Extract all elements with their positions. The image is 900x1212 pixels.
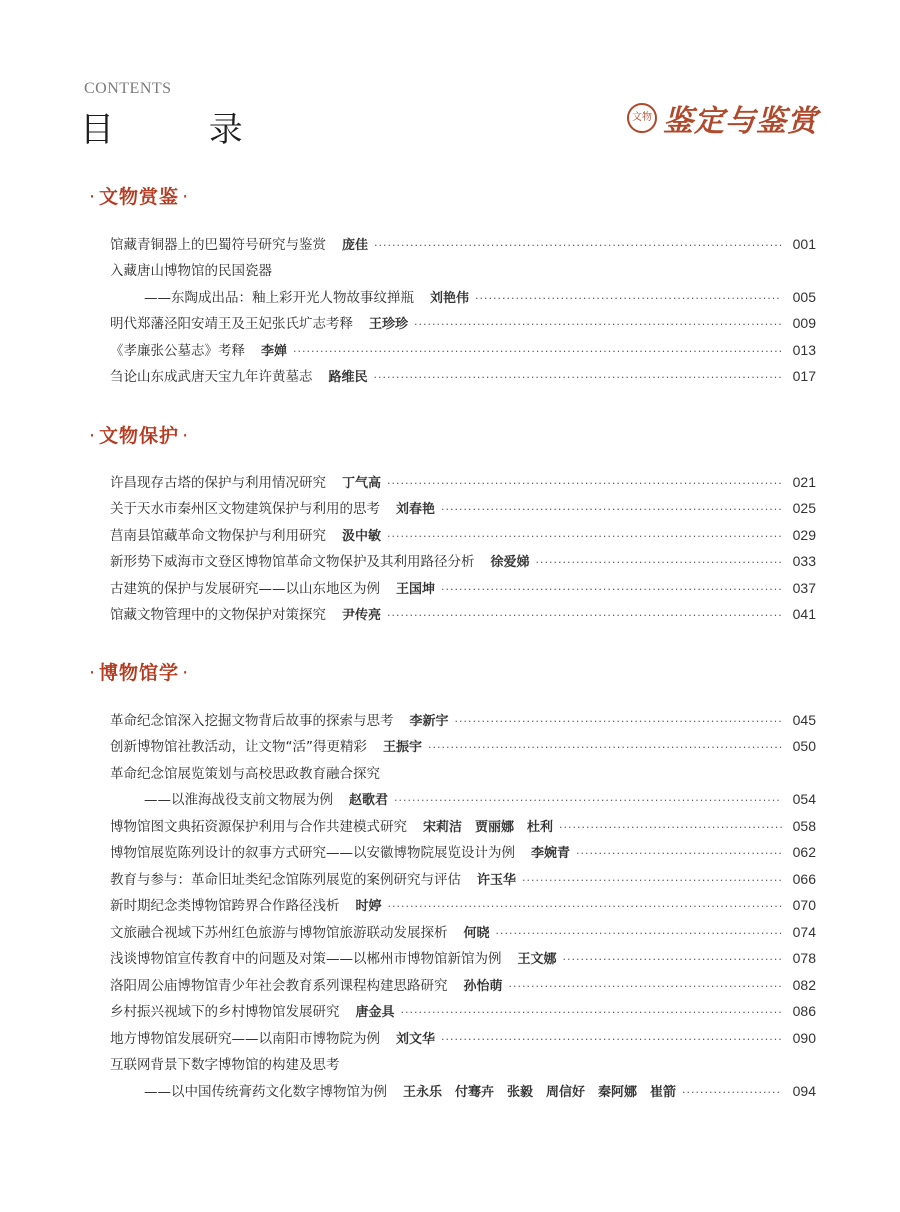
entry-page-number: 066 [792, 871, 816, 887]
section-heading-cultural-relic-protection: · 文物保护 · [89, 425, 190, 447]
entry-page-number: 070 [792, 897, 816, 913]
toc-entry[interactable] [110, 233, 816, 259]
entry-title: 新形势下威海市文登区博物馆革命文物保护及其利用路径分析 [110, 554, 475, 570]
toc-entry[interactable] [110, 894, 816, 920]
dot-leader [475, 292, 782, 305]
entry-page-number: 082 [792, 977, 816, 993]
dot-leader [509, 980, 782, 993]
entry-page-number: 025 [792, 500, 816, 516]
dot-leader [441, 503, 782, 516]
toc-entry[interactable] [110, 550, 816, 576]
entry-title: 创新博物馆社教活动，让文物“活”得更精彩 [110, 739, 367, 755]
toc-entry[interactable] [110, 735, 816, 761]
logo-seal-icon: 文物 [627, 103, 657, 133]
entry-page-number: 021 [792, 474, 816, 490]
entry-page-number: 062 [792, 844, 816, 860]
dot-leader [559, 821, 782, 834]
entry-title: 许昌现存古塔的保护与利用情况研究 [110, 475, 326, 491]
toc-entry[interactable] [110, 709, 816, 735]
entry-author: 王国坤 [396, 582, 436, 597]
toc-entry[interactable] [110, 497, 816, 523]
toc-entry[interactable] [110, 471, 816, 497]
dot-leader [428, 741, 782, 754]
section-heading-cultural-relic-appreciation: · 文物赏鉴 · [89, 186, 190, 208]
entry-author: 许玉华 [477, 873, 517, 888]
entry-title: 博物馆图文典拓资源保护利用与合作共建模式研究 [110, 819, 407, 835]
toc-entry[interactable] [110, 1053, 816, 1079]
section-heading-label: 博物馆学 [99, 662, 180, 684]
entry-title: 浅谈博物馆宣传教育中的问题及对策——以郴州市博物馆新馆为例 [110, 951, 502, 967]
dot-leader [387, 530, 782, 543]
entry-page-number: 090 [792, 1030, 816, 1046]
entry-author: 李婵 [261, 344, 288, 359]
toc-entry[interactable] [110, 841, 816, 867]
entry-title: 地方博物馆发展研究——以南阳市博物院为例 [110, 1031, 380, 1047]
dot-leader [576, 847, 782, 860]
entry-page-number: 017 [792, 368, 816, 384]
entry-title: 文旅融合视域下苏州红色旅游与博物馆旅游联动发展探析 [110, 925, 448, 941]
entry-title: 博物馆展览陈列设计的叙事方式研究——以安徽博物院展览设计为例 [110, 845, 515, 861]
entry-author: 路维民 [328, 370, 368, 385]
toc-entry[interactable] [110, 577, 816, 603]
toc-entry[interactable] [110, 921, 816, 947]
dot-leader [536, 556, 782, 569]
dot-leader [522, 874, 782, 887]
entry-author: 王文娜 [517, 952, 557, 967]
entry-author: 刘春艳 [396, 502, 436, 517]
dot-leader [414, 318, 782, 331]
entry-title: 互联网背景下数字博物馆的构建及思考 [110, 1057, 340, 1073]
entry-author: 王永乐 付骞卉 张毅 周信好 秦阿娜 崔箭 [403, 1085, 677, 1100]
entry-page-number: 094 [792, 1083, 816, 1099]
dot-leader [441, 1033, 782, 1046]
entry-title: 洛阳周公庙博物馆青少年社会教育系列课程构建思路研究 [110, 978, 448, 994]
entry-title: ——以中国传统膏药文化数字博物馆为例 [144, 1084, 387, 1100]
entry-author: 赵歌君 [349, 793, 389, 808]
toc-entry[interactable] [110, 339, 816, 365]
dot-leader [394, 794, 782, 807]
dot-leader [682, 1086, 782, 1099]
entry-title: 教育与参与：革命旧址类纪念馆陈列展览的案例研究与评估 [110, 872, 461, 888]
entry-title: 馆藏青铜器上的巴蜀符号研究与鉴赏 [110, 237, 326, 253]
entry-author: 王珍珍 [369, 317, 409, 332]
dot-leader [496, 927, 782, 940]
entry-author: 尹传亮 [342, 608, 382, 623]
entry-author: 何晓 [463, 926, 490, 941]
entry-page-number: 041 [792, 606, 816, 622]
entry-page-number: 009 [792, 315, 816, 331]
entry-title: 革命纪念馆深入挖掘文物背后故事的探索与思考 [110, 713, 394, 729]
entry-title: 关于天水市秦州区文物建筑保护与利用的思考 [110, 501, 380, 517]
entry-title: 莒南县馆藏革命文物保护与利用研究 [110, 528, 326, 544]
entry-page-number: 078 [792, 950, 816, 966]
entry-page-number: 029 [792, 527, 816, 543]
entry-page-number: 074 [792, 924, 816, 940]
dot-leader [374, 239, 782, 252]
toc-entry[interactable] [110, 259, 816, 285]
entry-author: 汲中敏 [342, 529, 382, 544]
entry-title: 入藏唐山博物馆的民国瓷器 [110, 263, 272, 279]
entry-author: 李婉青 [531, 846, 571, 861]
toc-entry-subtitle[interactable] [144, 1080, 816, 1106]
dot-leader [401, 1006, 782, 1019]
dot-leader [387, 609, 782, 622]
entry-title: 《孝廉张公墓志》考释 [110, 343, 245, 359]
entry-author: 丁气高 [342, 476, 382, 491]
entry-author: 孙怡萌 [463, 979, 503, 994]
contents-label: CONTENTS [84, 80, 172, 97]
entry-author: 王振宇 [383, 740, 423, 755]
entry-page-number: 058 [792, 818, 816, 834]
toc-entry-subtitle[interactable] [144, 286, 816, 312]
entry-page-number: 033 [792, 553, 816, 569]
section-heading-museology: · 博物馆学 · [89, 662, 190, 684]
entry-page-number: 013 [792, 342, 816, 358]
entry-page-number: 005 [792, 289, 816, 305]
entry-author: 宋莉洁 贾丽娜 杜利 [423, 820, 554, 835]
entry-author: 李新宇 [409, 714, 449, 729]
toc-entry[interactable] [110, 762, 816, 788]
entry-title: 革命纪念馆展览策划与高校思政教育融合探究 [110, 766, 380, 782]
toc-entry[interactable] [110, 1027, 816, 1053]
entry-page-number: 045 [792, 712, 816, 728]
entry-author: 唐金具 [355, 1005, 395, 1020]
entry-author: 时婷 [355, 899, 382, 914]
entry-title: 古建筑的保护与发展研究——以山东地区为例 [110, 581, 380, 597]
dot-leader [388, 900, 782, 913]
section-heading-label: 文物赏鉴 [99, 186, 180, 208]
entry-title: ——以淮海战役支前文物展为例 [144, 792, 333, 808]
entry-author: 庞佳 [342, 238, 369, 253]
page-title: 目 录 [80, 110, 285, 150]
entry-title: 明代郑藩泾阳安靖王及王妃张氏圹志考释 [110, 316, 353, 332]
entry-author: 徐爱娣 [490, 555, 530, 570]
toc-entry[interactable] [110, 947, 816, 973]
toc-entry[interactable] [110, 1000, 816, 1026]
entry-author: 刘文华 [396, 1032, 436, 1047]
dot-leader [563, 953, 782, 966]
section-heading-label: 文物保护 [99, 425, 180, 447]
entry-title: ——东陶成出品：釉上彩开光人物故事纹掸瓶 [144, 290, 414, 306]
toc-entry-subtitle[interactable] [144, 788, 816, 814]
toc-entry[interactable] [110, 815, 816, 841]
toc-entry[interactable] [110, 365, 816, 391]
logo-text: 鉴定与鉴赏 [663, 104, 818, 139]
entry-page-number: 086 [792, 1003, 816, 1019]
entry-title: 新时期纪念类博物馆跨界合作路径浅析 [110, 898, 340, 914]
entry-page-number: 001 [792, 236, 816, 252]
dot-leader [441, 583, 782, 596]
dot-leader [387, 477, 782, 490]
toc-entry[interactable] [110, 603, 816, 629]
entry-page-number: 050 [792, 738, 816, 754]
toc-entry[interactable] [110, 868, 816, 894]
toc-entry[interactable] [110, 974, 816, 1000]
journal-logo [627, 96, 818, 140]
entry-author: 刘艳伟 [430, 291, 470, 306]
entry-title: 乡村振兴视域下的乡村博物馆发展研究 [110, 1004, 340, 1020]
entry-title: 馆藏文物管理中的文物保护对策探究 [110, 607, 326, 623]
dot-leader [293, 345, 782, 358]
toc-entry[interactable] [110, 312, 816, 338]
toc-entry[interactable] [110, 524, 816, 550]
entry-page-number: 037 [792, 580, 816, 596]
dot-leader [374, 371, 782, 384]
dot-leader [455, 715, 782, 728]
entry-page-number: 054 [792, 791, 816, 807]
entry-title: 刍论山东成武唐天宝九年许黄墓志 [110, 369, 313, 385]
